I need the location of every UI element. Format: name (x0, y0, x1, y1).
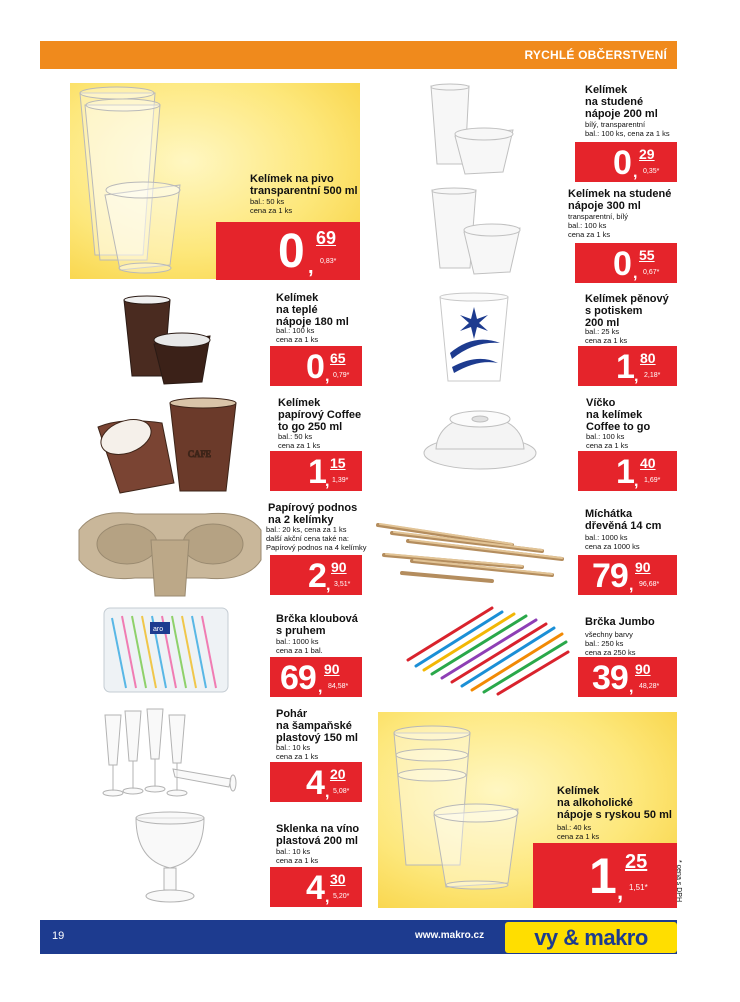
price-cents: 29 (639, 146, 655, 162)
section-title: RYCHLÉ OBČERSTVENÍ (524, 48, 667, 62)
price-comma: , (633, 164, 638, 181)
price-vat: 0,79* (333, 372, 350, 379)
product-title-p12: Pohár na šampaňské plastový 150 ml (276, 708, 358, 744)
jumbo-straws-image (402, 604, 570, 696)
product-desc-p7: bal.: 100 ks cena za 1 ks (586, 432, 629, 450)
price-cents: 15 (330, 455, 346, 471)
price-box-p11 (578, 657, 677, 697)
price-main: 0 (613, 245, 631, 283)
price-comma: , (325, 473, 330, 490)
product-title-p13: Kelímek na alkoholické nápoje s ryskou 50 ml (557, 785, 672, 821)
product-title-p6: Kelímek papírový Coffee to go 250 ml (278, 397, 362, 433)
page-number: 19 (52, 930, 65, 942)
product-title-p7: Víčko na kelímek Coffee to go (586, 397, 651, 433)
product-title-p3: Kelímek na studené nápoje 300 ml (568, 188, 672, 212)
price-box-p8 (270, 555, 362, 595)
product-desc-p10: bal.: 1000 ks cena za 1 bal. (276, 637, 323, 655)
logo-text: vy & makro (534, 924, 648, 950)
specialty-cup-print: CAFE (188, 449, 212, 459)
wine-glass-image (130, 810, 210, 906)
price-main: 0 (278, 225, 304, 278)
price-comma: , (617, 879, 624, 904)
price-vat: 1,39* (332, 477, 349, 484)
product-desc-p13: bal.: 40 ks cena za 1 ks (557, 823, 600, 841)
price-main: 39 (592, 659, 628, 697)
price-vat: 48,28* (639, 683, 660, 690)
price-main: 4 (306, 764, 324, 802)
price-main: 1 (308, 453, 326, 491)
price-comma: , (633, 265, 638, 282)
price-main: 1 (589, 848, 616, 904)
price-comma: , (629, 577, 634, 594)
price-main: 0 (613, 144, 631, 182)
price-box-p7 (578, 451, 677, 491)
price-comma: , (325, 368, 330, 385)
price-vat: 96,68* (639, 581, 660, 588)
price-main: 79 (592, 557, 628, 595)
makro-logo (505, 922, 677, 953)
price-vat: 84,58* (328, 683, 349, 690)
price-comma: , (629, 679, 634, 696)
price-comma: , (634, 368, 639, 385)
product-desc-p5: bal.: 25 ks cena za 1 ks (585, 327, 628, 345)
price-box-p6 (270, 451, 362, 491)
hot-cup-image (118, 292, 218, 388)
product-title-p4: Kelímek na teplé nápoje 180 ml (276, 292, 349, 328)
price-comma: , (325, 889, 330, 906)
product-title-p1: Kelímek na pivo transparentní 500 ml (250, 173, 358, 197)
price-box-p14 (270, 867, 362, 907)
price-box-p10 (270, 657, 362, 697)
product-title-p10: Brčka kloubová s pruhem (276, 613, 358, 637)
price-box-p12 (270, 762, 362, 802)
shot-cups-image (390, 725, 540, 890)
section-header (40, 41, 677, 69)
product-title-p2: Kelímek na studené nápoje 200 ml (585, 84, 658, 120)
price-main: 1 (616, 453, 634, 491)
price-box-p5 (578, 346, 677, 386)
wooden-stirrers-image (372, 515, 572, 587)
price-main: 69 (280, 659, 316, 697)
website-link[interactable]: www.makro.cz (415, 930, 485, 941)
foam-cup-image (438, 293, 510, 385)
vat-note: * cena s DPH (675, 860, 682, 903)
price-box-p3 (575, 243, 677, 283)
price-cents: 69 (316, 228, 337, 248)
product-desc-p2: bílý, transparentní bal.: 100 ks, cena za 1 ks (585, 120, 670, 138)
product-desc-p11: všechny barvy bal.: 250 ks cena za 250 ks (585, 630, 636, 657)
price-main: 2 (308, 557, 326, 595)
price-cents: 20 (330, 766, 346, 782)
price-box-p1 (216, 222, 360, 280)
price-box-p13 (533, 843, 677, 908)
price-vat: 5,20* (333, 893, 350, 900)
price-vat: 0,83* (320, 258, 337, 265)
product-title-p9: Míchátka dřevěná 14 cm (585, 508, 662, 532)
price-cents: 90 (635, 559, 651, 575)
price-comma: , (634, 473, 639, 490)
price-vat: 0,67* (643, 269, 660, 276)
price-main: 0 (306, 348, 324, 386)
champagne-flutes-image (95, 705, 240, 803)
price-cents: 80 (640, 350, 656, 366)
price-vat: 1,69* (644, 477, 661, 484)
straw-bag-label: aro (153, 626, 164, 633)
coffee-cup-image (92, 397, 242, 497)
price-main: 1 (616, 348, 634, 386)
product-desc-p1: bal.: 50 ks cena za 1 ks (250, 197, 293, 215)
price-vat: 1,51* (629, 883, 648, 892)
price-comma: , (326, 577, 331, 594)
price-vat: 3,51* (334, 581, 351, 588)
product-desc-p3: transparentní, bílý bal.: 100 ks cena za 1 ks (568, 212, 629, 239)
product-desc-p4: bal.: 100 ks cena za 1 ks (276, 326, 319, 344)
product-title-p11: Brčka Jumbo (585, 616, 655, 628)
bendy-straws-image (102, 604, 230, 696)
price-cents: 65 (330, 350, 346, 366)
price-main: 4 (306, 869, 324, 907)
price-cents: 25 (625, 851, 648, 873)
product-desc-p6: bal.: 50 ks cena za 1 ks (278, 432, 321, 450)
price-comma: , (318, 679, 323, 696)
price-comma: , (308, 256, 314, 278)
price-vat: 2,18* (644, 372, 661, 379)
price-cents: 90 (324, 661, 340, 677)
paper-tray-image (75, 500, 265, 600)
price-cents: 55 (639, 247, 655, 263)
price-vat: 0,35* (643, 168, 660, 175)
product-title-p8: Papírový podnos na 2 kelímky (268, 502, 358, 526)
price-comma: , (325, 784, 330, 801)
product-desc-p9: bal.: 1000 ks cena za 1000 ks (585, 533, 640, 551)
price-box-p4 (270, 346, 362, 386)
cup-lid-image (420, 405, 540, 473)
product-title-p5: Kelímek pěnový s potiskem 200 ml (585, 293, 669, 329)
price-box-p2 (575, 142, 677, 182)
product-desc-p14: bal.: 10 ks cena za 1 ks (276, 847, 319, 865)
price-vat: 5,08* (333, 788, 350, 795)
price-cents: 40 (640, 455, 656, 471)
cold-cup-300-image (428, 188, 528, 276)
product-title-p14: Sklenka na víno plastová 200 ml (276, 823, 360, 847)
cold-cup-200-image (425, 84, 525, 174)
price-cents: 30 (330, 871, 346, 887)
price-cents: 90 (331, 559, 347, 575)
price-cents: 90 (635, 661, 651, 677)
product-desc-p8: bal.: 20 ks, cena za 1 ks další akční cena také na: Papírový podnos na 4 kelímky (266, 525, 367, 552)
price-box-p9 (578, 555, 677, 595)
product-desc-p12: bal.: 10 ks cena za 1 ks (276, 743, 319, 761)
